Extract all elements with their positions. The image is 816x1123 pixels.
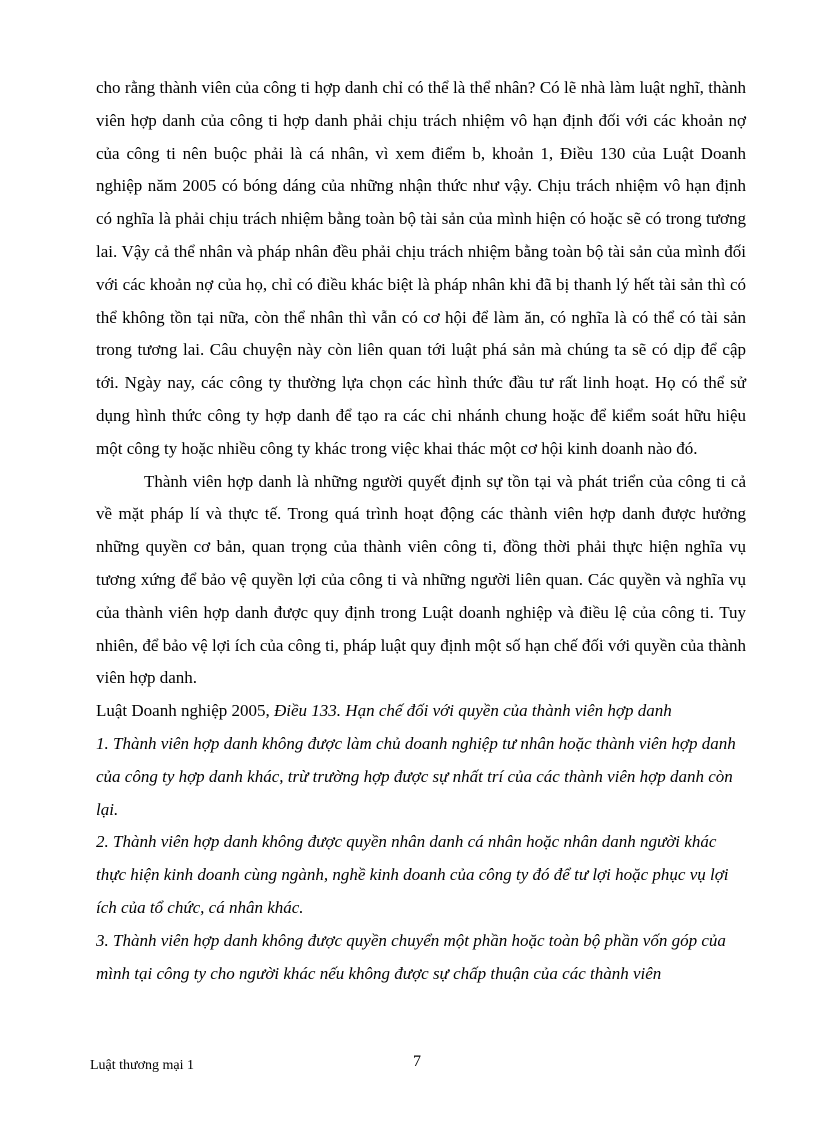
footer-course-title: Luật thương mại 1 xyxy=(90,1058,195,1073)
law-clause-1: 1. Thành viên hợp danh không được làm chủ doanh nghiệp tư nhân hoặc thành viên hợp danh của công ty hợp danh khác, trừ trường hợp được sự nhất trí của các thành viên hợp danh còn lại. xyxy=(96,733,736,819)
page-footer xyxy=(0,1052,816,1072)
law-article-heading xyxy=(96,695,746,728)
law-clause-3: 3. Thành viên hợp danh không được quyền chuyển một phần hoặc toàn bộ phần vốn góp của mình tại công ty cho người khác nếu không được sự chấp thuận của các thành viên xyxy=(96,930,726,983)
page-number: 7 xyxy=(413,1053,421,1070)
paragraph-member-rights: Thành viên hợp danh là những người quyết định sự tồn tại và phát triển của công ti cả về mặt pháp lí và thực tế. Trong quá trình hoạt động các thành viên hợp danh được hưởng những quyền cơ bản, quan trọng của thành viên công ti, đồng thời phải thực hiện nghĩa vụ tương xứng để bảo vệ quyền lợi của công ti và những người liên quan. Các quyền và nghĩa vụ của thành viên hợp danh được quy định trong Luật doanh nghiệp và điều lệ của công ti. Tuy nhiên, để bảo vệ lợi ích của công ti, pháp luật quy định một số hạn chế đối với quyền của thành viên hợp danh. xyxy=(96,471,746,688)
law-article-title: Điều 133. Hạn chế đối với quyền của thành viên hợp danh xyxy=(274,701,672,721)
document-body xyxy=(96,72,746,990)
law-source: Luật Doanh nghiệp 2005, xyxy=(96,701,274,721)
paragraph-partnership-members: cho rằng thành viên của công ti hợp danh chỉ có thể là thể nhân? Có lẽ nhà làm luật nghĩ, thành viên hợp danh của công ti hợp danh phải chịu trách nhiệm vô hạn định đối với các khoản nợ của công ti nên buộc phải là cá nhân, vì xem điểm b, khoản 1, Điều 130 của Luật Doanh nghiệp năm 2005 có bóng dáng của những nhận thức như vậy. Chịu trách nhiệm vô hạn định có nghĩa là phải chịu trách nhiệm bằng toàn bộ tài sản của mình hiện có hoặc sẽ có trong tương lai. Vậy cả thể nhân và pháp nhân đều phải chịu trách nhiệm bằng toàn bộ tài sản của mình đối với các khoản nợ của họ, chỉ có điều khác biệt là pháp nhân khi đã bị thanh lý hết tài sản thì có thể không tồn tại nữa, còn thể nhân thì vẫn có cơ hội để làm ăn, có nghĩa là có thể có tài sản trong tương lai. Câu chuyện này còn liên quan tới luật phá sản mà chúng ta sẽ có dịp để cập tới. Ngày nay, các công ty thường lựa chọn các hình thức đầu tư rất linh hoạt. Họ có thể sử dụng hình thức công ty hợp danh để tạo ra các chi nhánh chung hoặc để kiểm soát hữu hiệu một công ty hoặc nhiều công ty khác trong việc khai thác một cơ hội kinh doanh nào đó. xyxy=(96,78,746,458)
law-clause-2: 2. Thành viên hợp danh không được quyền nhân danh cá nhân hoặc nhân danh người khác thực hiện kinh doanh cùng ngành, nghề kinh doanh của công ty đó để tư lợi hoặc phục vụ lợi ích của tổ chức, cá nhân khác. xyxy=(96,832,729,917)
